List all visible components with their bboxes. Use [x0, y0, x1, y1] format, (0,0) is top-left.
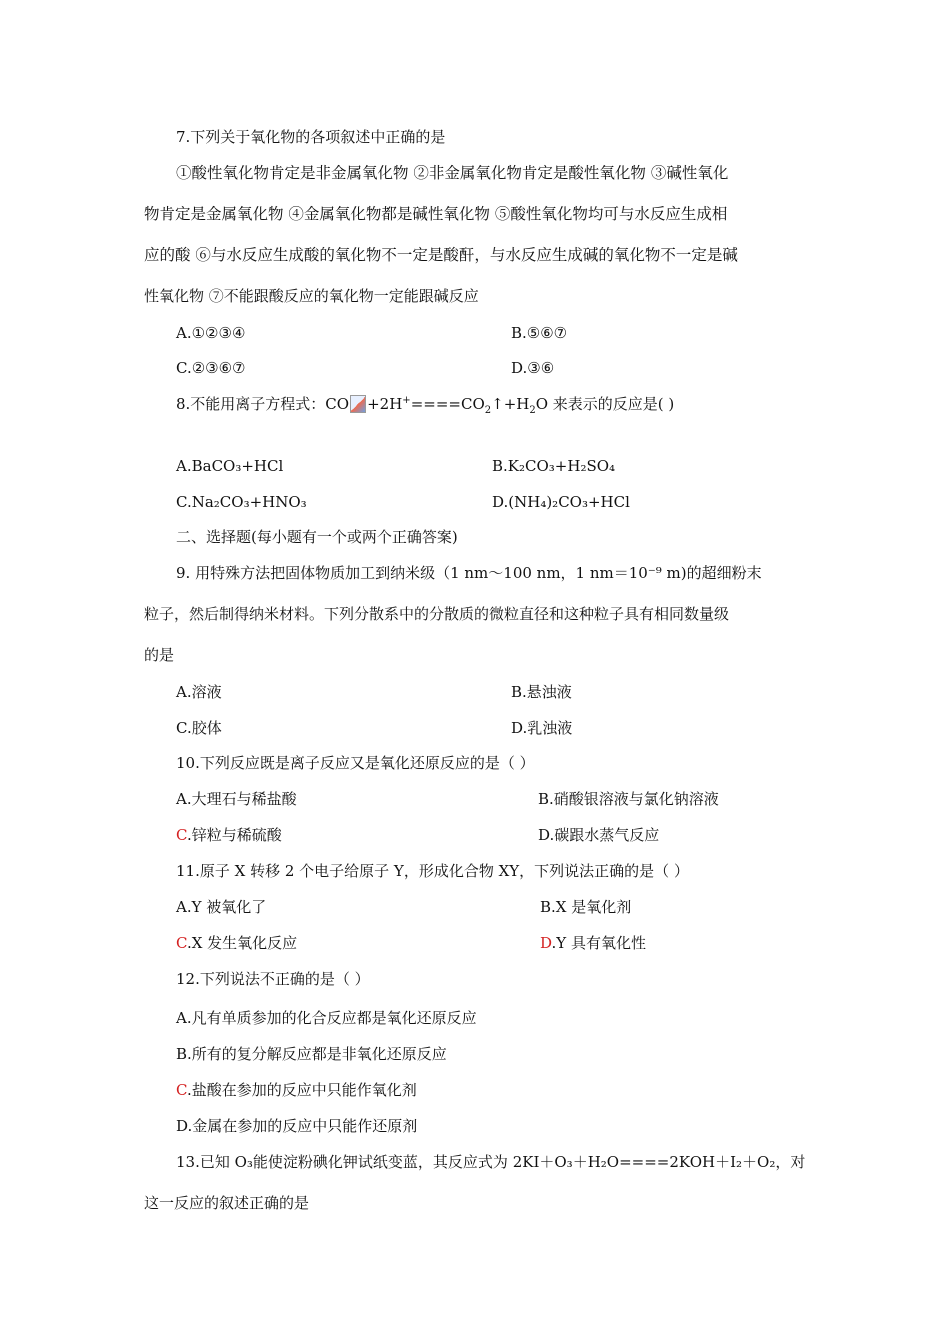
q7-option-c: C.②③⑥⑦	[176, 359, 246, 377]
q11-option-d-text: .Y 具有氧化性	[551, 934, 646, 952]
answer-mark: D	[540, 934, 552, 952]
q7-body-line: 应的酸 ⑥与水反应生成酸的氧化物不一定是酸酐，与水反应生成碱的氧化物不一定是碱	[144, 246, 738, 264]
q7-body-line: 物肯定是金属氧化物 ④金属氧化物都是碱性氧化物 ⑤酸性氧化物均可与水反应生成相	[144, 205, 728, 223]
q9-option-c: C.胶体	[176, 719, 222, 737]
q8-stem-pre: 8.不能用离子方程式：CO	[176, 395, 350, 413]
answer-mark: C	[176, 826, 187, 844]
q11-stem: 11.原子 X 转移 2 个电子给原子 Y，形成化合物 XY，下列说法正确的是（ ）	[176, 862, 689, 880]
q10-option-a: A.大理石与稀盐酸	[176, 790, 297, 808]
q9-line: 的是	[144, 646, 175, 664]
q10-option-c-text: .锌粒与稀硫酸	[186, 826, 282, 844]
q7-body-line: 性氧化物 ⑦不能跟酸反应的氧化物一定能跟碱反应	[144, 287, 479, 305]
q11-option-c-text: .X 发生氧化反应	[186, 934, 298, 952]
q13-line: 这一反应的叙述正确的是	[144, 1194, 310, 1212]
superscript-plus: +	[402, 395, 411, 406]
subscript-2: 2	[529, 405, 536, 416]
q12-option-c	[176, 1079, 417, 1101]
q8-stem-tail: ↑+H	[491, 395, 530, 413]
q11-option-a: A.Y 被氧化了	[176, 898, 267, 916]
q8-option-a: A.BaCO₃+HCl	[176, 457, 284, 475]
answer-mark: C	[176, 934, 187, 952]
q12-option-d: D.金属在参加的反应中只能作还原剂	[176, 1117, 418, 1135]
q10-stem: 10.下列反应既是离子反应又是氧化还原反应的是（ ）	[176, 754, 535, 772]
q7-body-line: ①酸性氧化物肯定是非金属氧化物 ②非金属氧化物肯定是酸性氧化物 ③碱性氧化	[176, 164, 729, 182]
q9-line: 9. 用特殊方法把固体物质加工到纳米级（1 nm～100 nm，1 nm＝10⁻⁹ m)的超细粉末	[176, 564, 762, 582]
q11-option-c	[176, 932, 297, 954]
q13-line: 13.已知 O₃能使淀粉碘化钾试纸变蓝，其反应式为 2KI＋O₃＋H₂O====2KOH＋I₂＋O₂，对	[176, 1153, 806, 1171]
q10-option-b: B.硝酸银溶液与氯化钠溶液	[538, 790, 719, 808]
q10-option-d: D.碳跟水蒸气反应	[538, 826, 660, 844]
answer-mark: C	[176, 1081, 187, 1099]
q12-option-a: A.凡有单质参加的化合反应都是氧化还原反应	[176, 1009, 477, 1027]
q12-stem: 12.下列说法不正确的是（ ）	[176, 970, 370, 988]
q8-option-c: C.Na₂CO₃+HNO₃	[176, 493, 307, 511]
q8-stem	[176, 393, 674, 415]
section-heading: 二、选择题(每小题有一个或两个正确答案)	[176, 528, 458, 546]
q7-option-d: D.③⑥	[511, 359, 555, 377]
q11-option-d	[540, 932, 646, 954]
q8-stem-rest: ====CO	[410, 395, 485, 413]
q12-option-b: B.所有的复分解反应都是非氧化还原反应	[176, 1045, 447, 1063]
q7-stem: 7.下列关于氧化物的各项叙述中正确的是	[176, 128, 446, 146]
q8-option-b: B.K₂CO₃+H₂SO₄	[492, 457, 616, 475]
q7-option-a: A.①②③④	[176, 324, 246, 342]
q12-option-c-text: .盐酸在参加的反应中只能作氧化剂	[186, 1081, 417, 1099]
q8-stem-end: O 来表示的反应是( )	[535, 395, 675, 413]
q8-option-d: D.(NH₄)₂CO₃+HCl	[492, 493, 630, 511]
q8-stem-post: +2H	[367, 395, 403, 413]
q10-option-c	[176, 824, 282, 846]
q9-line: 粒子，然后制得纳米材料。下列分散系中的分散质的微粒直径和这种粒子具有相同数量级	[144, 605, 730, 623]
q9-option-a: A.溶液	[176, 683, 222, 701]
q9-option-b: B.悬浊液	[511, 683, 572, 701]
q9-option-d: D.乳浊液	[511, 719, 573, 737]
broken-image-icon	[350, 395, 366, 413]
q7-option-b: B.⑤⑥⑦	[511, 324, 568, 342]
subscript-2: 2	[484, 405, 492, 416]
q11-option-b: B.X 是氧化剂	[540, 898, 632, 916]
